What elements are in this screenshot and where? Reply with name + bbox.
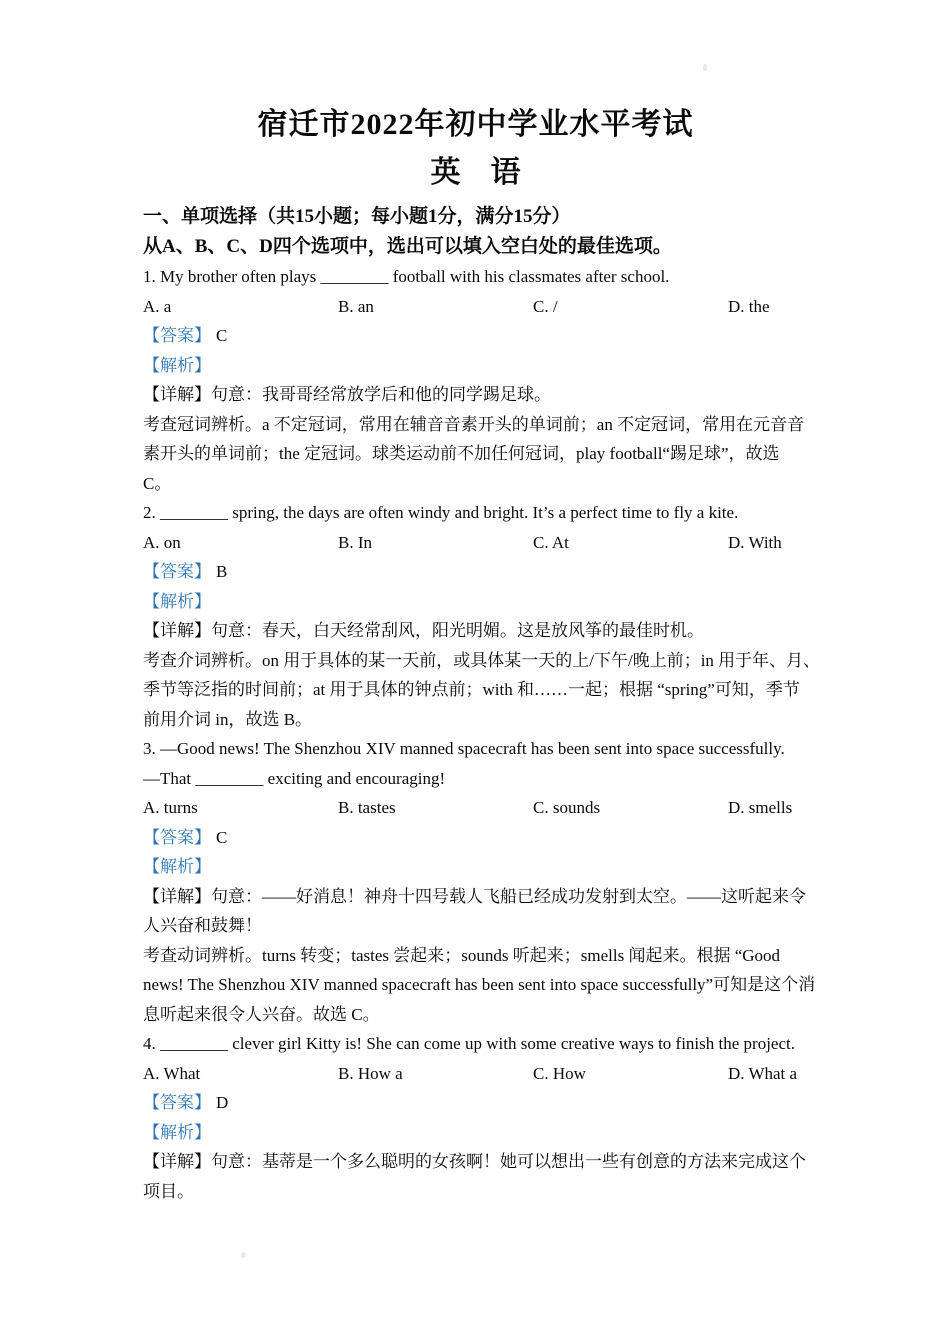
option-d: D. With (728, 532, 782, 552)
answer-value: D (216, 1093, 229, 1112)
answer-label: 【答案】 (143, 1093, 211, 1112)
option-c: C. How (533, 1063, 586, 1083)
question-stem: 4. ________ clever girl Kitty is! She can come up with some creative ways to finish the project. (143, 1034, 795, 1053)
answer-label: 【答案】 (143, 562, 211, 581)
answer-label: 【答案】 (143, 326, 211, 345)
analysis-label: 【解析】 (143, 355, 211, 375)
explanation-line: C。 (143, 473, 172, 493)
explanation-line: 项目。 (143, 1181, 194, 1201)
question-stem: 1. My brother often plays ________ football with his classmates after school. (143, 267, 670, 286)
option-b: B. tastes (338, 798, 396, 817)
answer-value: C (216, 326, 228, 345)
option-c: C. sounds (533, 798, 601, 817)
option-a: A. turns (143, 798, 198, 817)
page-title: 宿迁市2022年初中学业水平考试 (257, 108, 694, 141)
option-c: C. / (533, 296, 558, 316)
explanation-line: 季节等泛指的时间前；at 用于具体的钟点前；with 和……一起；根据 “spring”可知，季节 (143, 680, 800, 699)
answer-line (143, 321, 808, 351)
document-content (143, 0, 821, 1206)
analysis-label: 【解析】 (143, 1122, 211, 1142)
question-1 (143, 262, 808, 498)
answer-line (143, 557, 808, 587)
explanation-line: 考查介词辨析。on 用于具体的某一天前，或具体某一天的上/下午/晚上前；in 用于年、月、 (143, 650, 821, 670)
option-d: D. smells (728, 798, 793, 817)
explanation-line: 【详解】句意：春天，白天经常刮风，阳光明媚。这是放风筝的最佳时机。 (143, 621, 704, 640)
question-stem: —That ________ exciting and encouraging! (143, 768, 446, 788)
section-heading: 一、单项选择（共15小题；每小题1分，满分15分） (143, 206, 571, 227)
option-b: B. In (338, 532, 372, 552)
explanation-line: news! The Shenzhou XIV manned spacecraft has been sent into space successfully”可知是这个消 (143, 975, 816, 994)
question-stem: 3. —Good news! The Shenzhou XIV manned spacecraft has been sent into space successfully. (143, 739, 785, 758)
explanation-line: 考查冠词辨析。a 不定冠词，常用在辅音音素开头的单词前；an 不定冠词，常用在元音音 (143, 414, 805, 434)
explanation-line: 【详解】句意：基蒂是一个多么聪明的女孩啊！她可以想出一些有创意的方法来完成这个 (143, 1152, 806, 1171)
explanation-line: 人兴奋和鼓舞！ (143, 916, 262, 935)
answer-line (143, 1088, 808, 1118)
explanation-line: 【详解】句意：我哥哥经常放学后和他的同学踢足球。 (143, 385, 551, 404)
option-a: A. a (143, 296, 172, 316)
option-a: A. What (143, 1063, 201, 1083)
scan-speck (241, 1252, 246, 1258)
option-b: B. an (338, 296, 374, 316)
options-row (143, 292, 808, 322)
explanation-line: 息听起来很令人兴奋。故选 C。 (143, 1004, 380, 1024)
option-c: C. At (533, 532, 569, 552)
options-row (143, 793, 808, 823)
subject-title: 英 语 (430, 156, 521, 189)
analysis-label: 【解析】 (143, 591, 211, 611)
question-stem: 2. ________ spring, the days are often windy and bright. It’s a perfect time to fly a kite. (143, 503, 739, 522)
option-d: D. the (728, 296, 770, 316)
options-row (143, 1059, 808, 1089)
option-d: D. What a (728, 1063, 798, 1083)
option-a: A. on (143, 532, 181, 552)
question-3 (143, 734, 816, 1029)
answer-label: 【答案】 (143, 827, 211, 847)
section-instruction: 从A、B、C、D四个选项中，选出可以填入空白处的最佳选项。 (143, 236, 672, 257)
explanation-line: 前用介词 in，故选 B。 (143, 709, 313, 729)
explanation-line: 素开头的单词前；the 定冠词。球类运动前不加任何冠词，play football“踢足球”，故选 (143, 444, 780, 463)
options-row (143, 528, 808, 558)
explanation-line: 【详解】句意：——好消息！神舟十四号载人飞船已经成功发射到太空。——这听起来令 (143, 886, 806, 906)
question-2 (143, 498, 821, 734)
answer-value: C (216, 827, 228, 847)
option-b: B. How a (338, 1063, 403, 1083)
question-4 (143, 1029, 808, 1206)
answer-value: B (216, 562, 228, 581)
analysis-label: 【解析】 (143, 857, 211, 876)
answer-line (143, 823, 808, 853)
explanation-line: 考查动词辨析。turns 转变；tastes 尝起来；sounds 听起来；smells 闻起来。根据 “Good (143, 945, 781, 965)
